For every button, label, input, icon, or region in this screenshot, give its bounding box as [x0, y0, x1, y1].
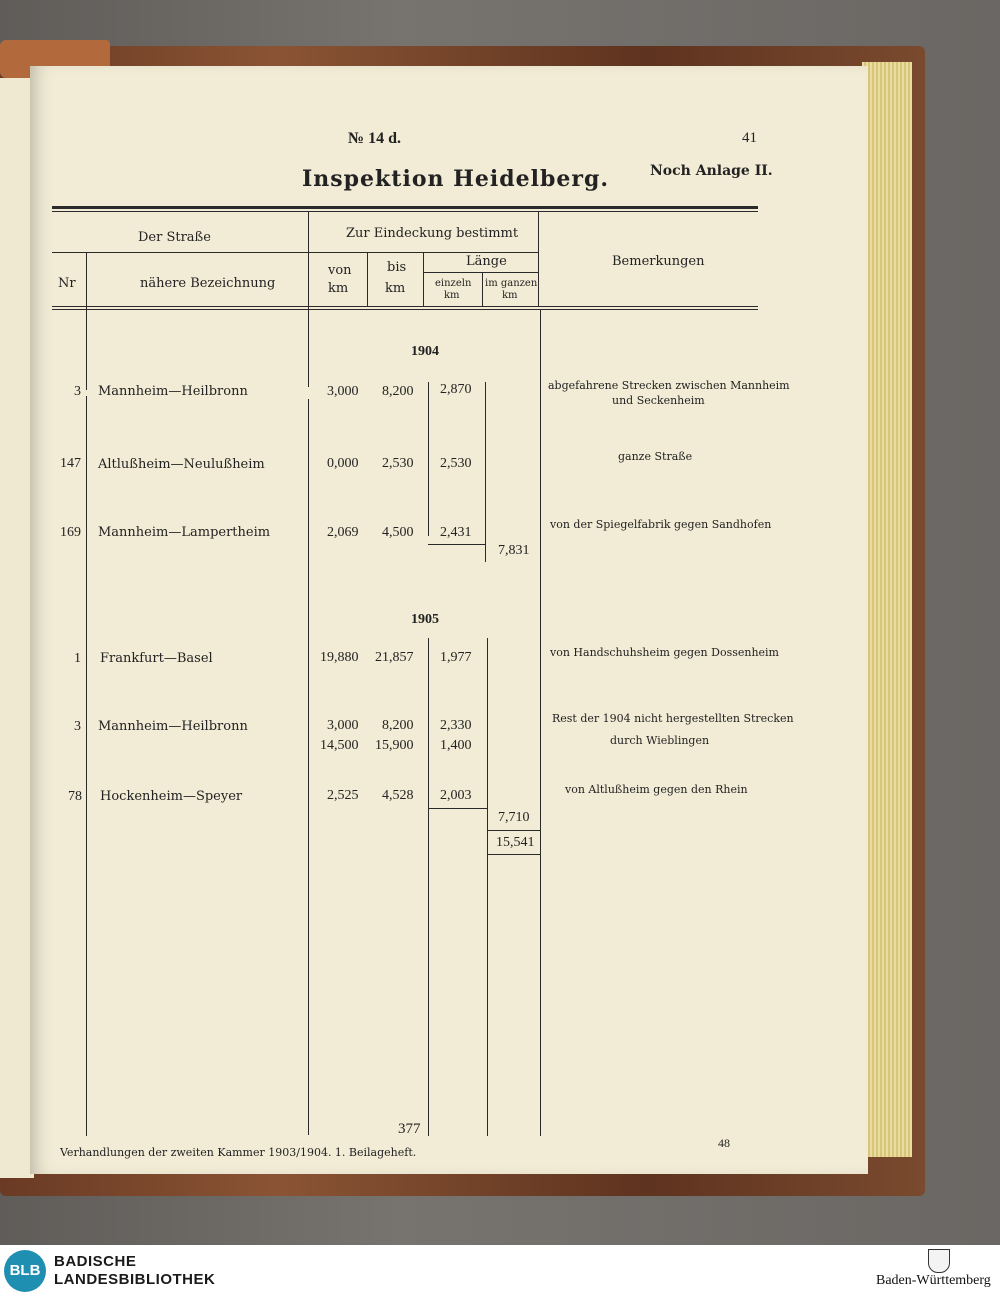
row-einzeln: 2,330	[440, 718, 472, 733]
row-bis: 21,857	[375, 650, 414, 665]
row-bez: Mannheim—Lampertheim	[98, 525, 271, 540]
row-bis: 8,200	[382, 384, 414, 399]
row-bez: Mannheim—Heilbronn	[98, 384, 248, 399]
row-bemerkung: abgefahrene Strecken zwischen Mannheim	[548, 379, 790, 392]
col-line-von	[367, 252, 368, 307]
row-einzeln: 1,977	[440, 650, 472, 665]
col-line-bem-body	[540, 309, 541, 1136]
col-header-einzeln-unit: km	[444, 290, 460, 301]
document-page	[30, 66, 868, 1174]
year-1904: 1904	[411, 344, 439, 359]
row-einzeln: 2,530	[440, 456, 472, 471]
total-1904: 7,831	[498, 543, 530, 558]
col-header-von: von	[328, 263, 352, 278]
row-bemerkung: von Altlußheim gegen den Rhein	[565, 783, 748, 796]
row-nr: 78	[68, 789, 82, 804]
page-edges	[862, 62, 912, 1157]
col-header-bez: nähere Bezeichnung	[140, 276, 276, 291]
col-line-nr-body	[86, 396, 87, 1136]
row-bemerkung-2: durch Wieblingen	[610, 734, 710, 747]
footer-right-number: 48	[718, 1136, 730, 1150]
row-von: 3,000	[327, 718, 359, 733]
footer-center-number: 377	[398, 1121, 421, 1137]
row-von: 3,000	[327, 384, 359, 399]
header-rule-laenge	[423, 272, 538, 273]
col-header-imganzen: im ganzen	[485, 278, 538, 289]
row-bis: 4,528	[382, 788, 414, 803]
blb-logo-icon: BLB	[4, 1250, 46, 1292]
col-group-eindeckung: Zur Eindeckung bestimmt	[346, 226, 519, 241]
col-line-einzeln-1904	[428, 382, 429, 536]
col-line-bez	[308, 212, 309, 387]
sum-rule-1905	[428, 808, 488, 809]
col-line-imganzen-1904	[485, 382, 486, 562]
sum-rule-1904	[428, 544, 486, 545]
row-bemerkung: Rest der 1904 nicht hergestellten Strecken	[552, 712, 794, 725]
row-bis: 4,500	[382, 525, 414, 540]
header-bottom-rule	[52, 306, 758, 307]
bw-name: Baden-Württemberg	[876, 1273, 991, 1288]
col-header-von-unit: km	[328, 281, 349, 296]
row-einzeln: 2,870	[440, 382, 472, 397]
row-bez: Hockenheim—Speyer	[100, 789, 243, 804]
col-line-einzeln-1905	[428, 638, 429, 1136]
total-grand: 15,541	[496, 835, 535, 850]
row-nr: 147	[60, 456, 81, 471]
col-header-bis: bis	[387, 260, 407, 275]
col-header-bis-unit: km	[385, 281, 406, 296]
row-von: 0,000	[327, 456, 359, 471]
issue-number: № 14 d.	[348, 130, 401, 147]
row-bemerkung: von Handschuhsheim gegen Dossenheim	[550, 646, 779, 659]
row-von: 2,525	[327, 788, 359, 803]
row-nr: 3	[74, 719, 81, 734]
col-header-laenge: Länge	[466, 254, 507, 269]
col-line-nr	[86, 252, 87, 390]
row-bis: 2,530	[382, 456, 414, 471]
year-1905: 1905	[411, 612, 439, 627]
col-header-nr: Nr	[58, 276, 76, 291]
row-nr: 3	[74, 384, 81, 399]
row-bemerkung: von der Spiegelfabrik gegen Sandhofen	[550, 518, 772, 531]
row-von: 19,880	[320, 650, 359, 665]
col-line-imganzen	[482, 272, 483, 307]
col-header-bemerkungen: Bemerkungen	[612, 254, 705, 269]
col-line-imganzen-1905	[487, 638, 488, 1136]
sum-rule-grand	[487, 830, 540, 831]
col-line-bis	[423, 252, 424, 307]
header-rule-1	[52, 252, 538, 253]
row-einzeln: 2,431	[440, 525, 472, 540]
header-bottom-rule-2	[52, 309, 758, 310]
row-einzeln: 2,003	[440, 788, 472, 803]
col-header-einzeln: einzeln	[435, 278, 472, 289]
col-group-strasse: Der Straße	[138, 230, 211, 245]
row-bemerkung-2: und Seckenheim	[612, 394, 705, 407]
page-number: 41	[742, 130, 757, 146]
total-1905: 7,710	[498, 810, 530, 825]
bw-crest-icon	[928, 1249, 950, 1273]
footer-publication: Verhandlungen der zweiten Kammer 1903/1904. 1. Beilageheft.	[60, 1146, 417, 1159]
row-bez: Frankfurt—Basel	[100, 651, 213, 666]
row-bis-2: 15,900	[375, 738, 414, 753]
sum-rule-grand-bottom	[487, 854, 540, 855]
row-von: 2,069	[327, 525, 359, 540]
brand-bar	[0, 1245, 1000, 1297]
row-bez: Altlußheim—Neulußheim	[98, 457, 265, 472]
table-top-rule	[52, 206, 758, 209]
col-line-bem	[538, 212, 539, 307]
row-bis: 8,200	[382, 718, 414, 733]
row-bemerkung: ganze Straße	[618, 450, 693, 463]
left-page-edge	[0, 78, 34, 1178]
table-top-rule-thin	[52, 211, 758, 212]
row-von-2: 14,500	[320, 738, 359, 753]
row-bez: Mannheim—Heilbronn	[98, 719, 248, 734]
annex-note: Noch Anlage II.	[650, 163, 773, 179]
page-title: Inspektion Heidelberg.	[302, 166, 610, 192]
blb-name: BADISCHE LANDESBIBLIOTHEK	[54, 1253, 216, 1288]
col-header-imganzen-unit: km	[502, 290, 518, 301]
col-line-bez-body	[308, 399, 309, 1135]
row-nr: 1	[74, 651, 81, 666]
row-einzeln-2: 1,400	[440, 738, 472, 753]
row-nr: 169	[60, 525, 81, 540]
